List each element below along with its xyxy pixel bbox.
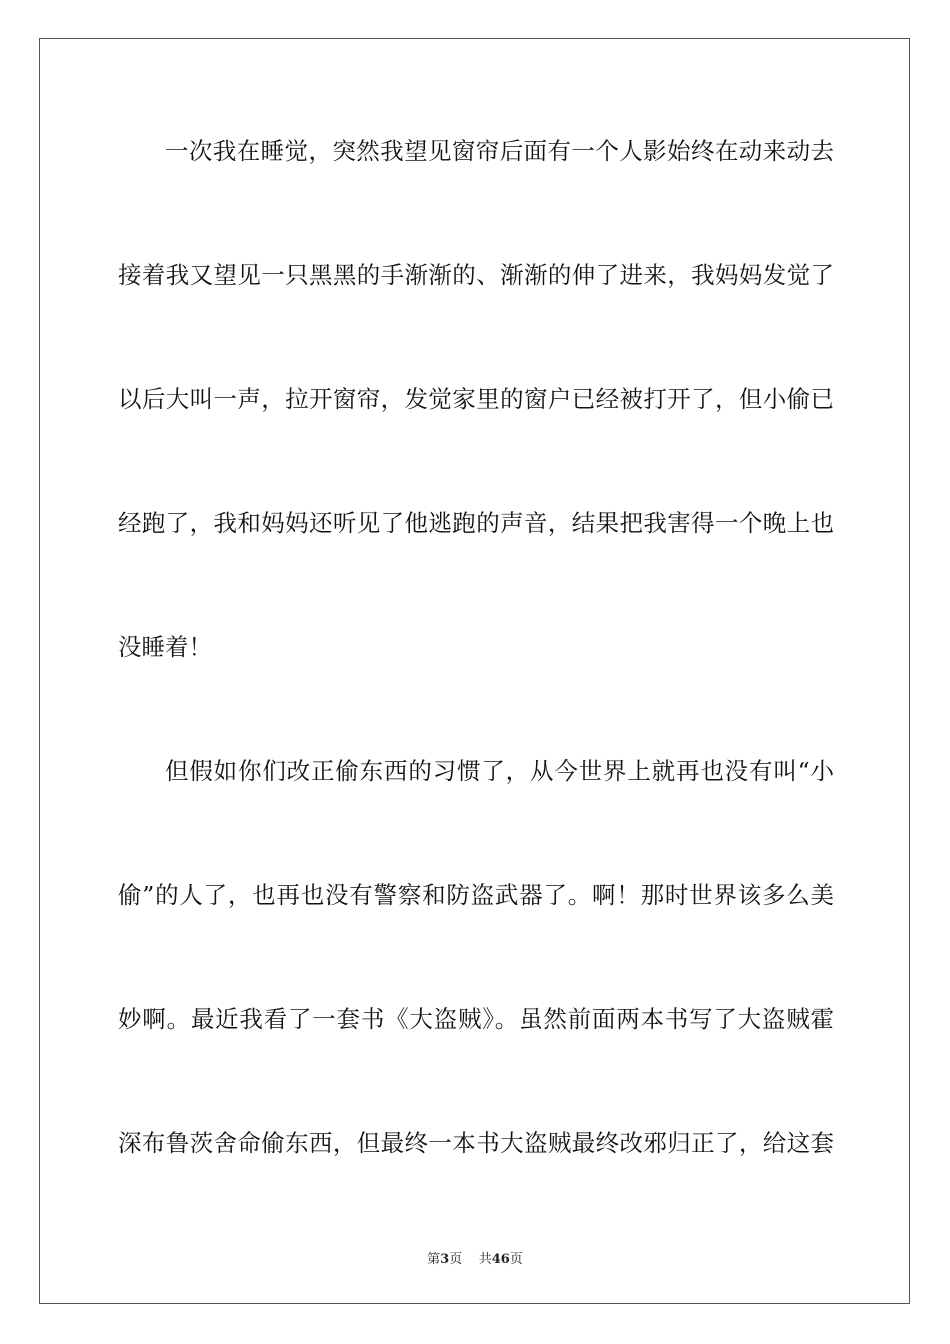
paragraph-line-8: 妙啊。最近我看了一套书《大盗贼》。虽然前面两本书写了大盗贼霍 xyxy=(118,1005,834,1033)
total-prefix: 共 xyxy=(478,1252,492,1267)
paragraph-line-1: 一次我在睡觉，突然我望见窗帘后面有一个人影始终在动来动去 xyxy=(165,137,834,165)
page-suffix: 页 xyxy=(449,1252,463,1267)
paragraph-line-2: 接着我又望见一只黑黑的手渐渐的、渐渐的伸了进来，我妈妈发觉了 xyxy=(118,261,834,289)
paragraph-line-4: 经跑了，我和妈妈还听见了他逃跑的声音，结果把我害得一个晚上也 xyxy=(118,509,834,537)
page-footer xyxy=(0,1248,950,1267)
paragraph-line-6: 但假如你们改正偷东西的习惯了，从今世界上就再也没有叫“小 xyxy=(165,757,834,785)
paragraph-line-3: 以后大叫一声，拉开窗帘，发觉家里的窗户已经被打开了，但小偷已 xyxy=(118,385,834,413)
paragraph-line-9: 深布鲁茨舍命偷东西，但最终一本书大盗贼最终改邪归正了，给这套 xyxy=(118,1129,834,1157)
page-frame xyxy=(39,38,910,1304)
paragraph-line-7: 偷”的人了，也再也没有警察和防盗武器了。啊！那时世界该多么美 xyxy=(118,881,834,909)
page-number: 3 xyxy=(440,1252,450,1267)
total-suffix: 页 xyxy=(509,1252,523,1267)
page-prefix: 第 xyxy=(427,1252,441,1267)
paragraph-line-5: 没睡着！ xyxy=(118,633,212,661)
total-pages: 46 xyxy=(491,1252,510,1267)
